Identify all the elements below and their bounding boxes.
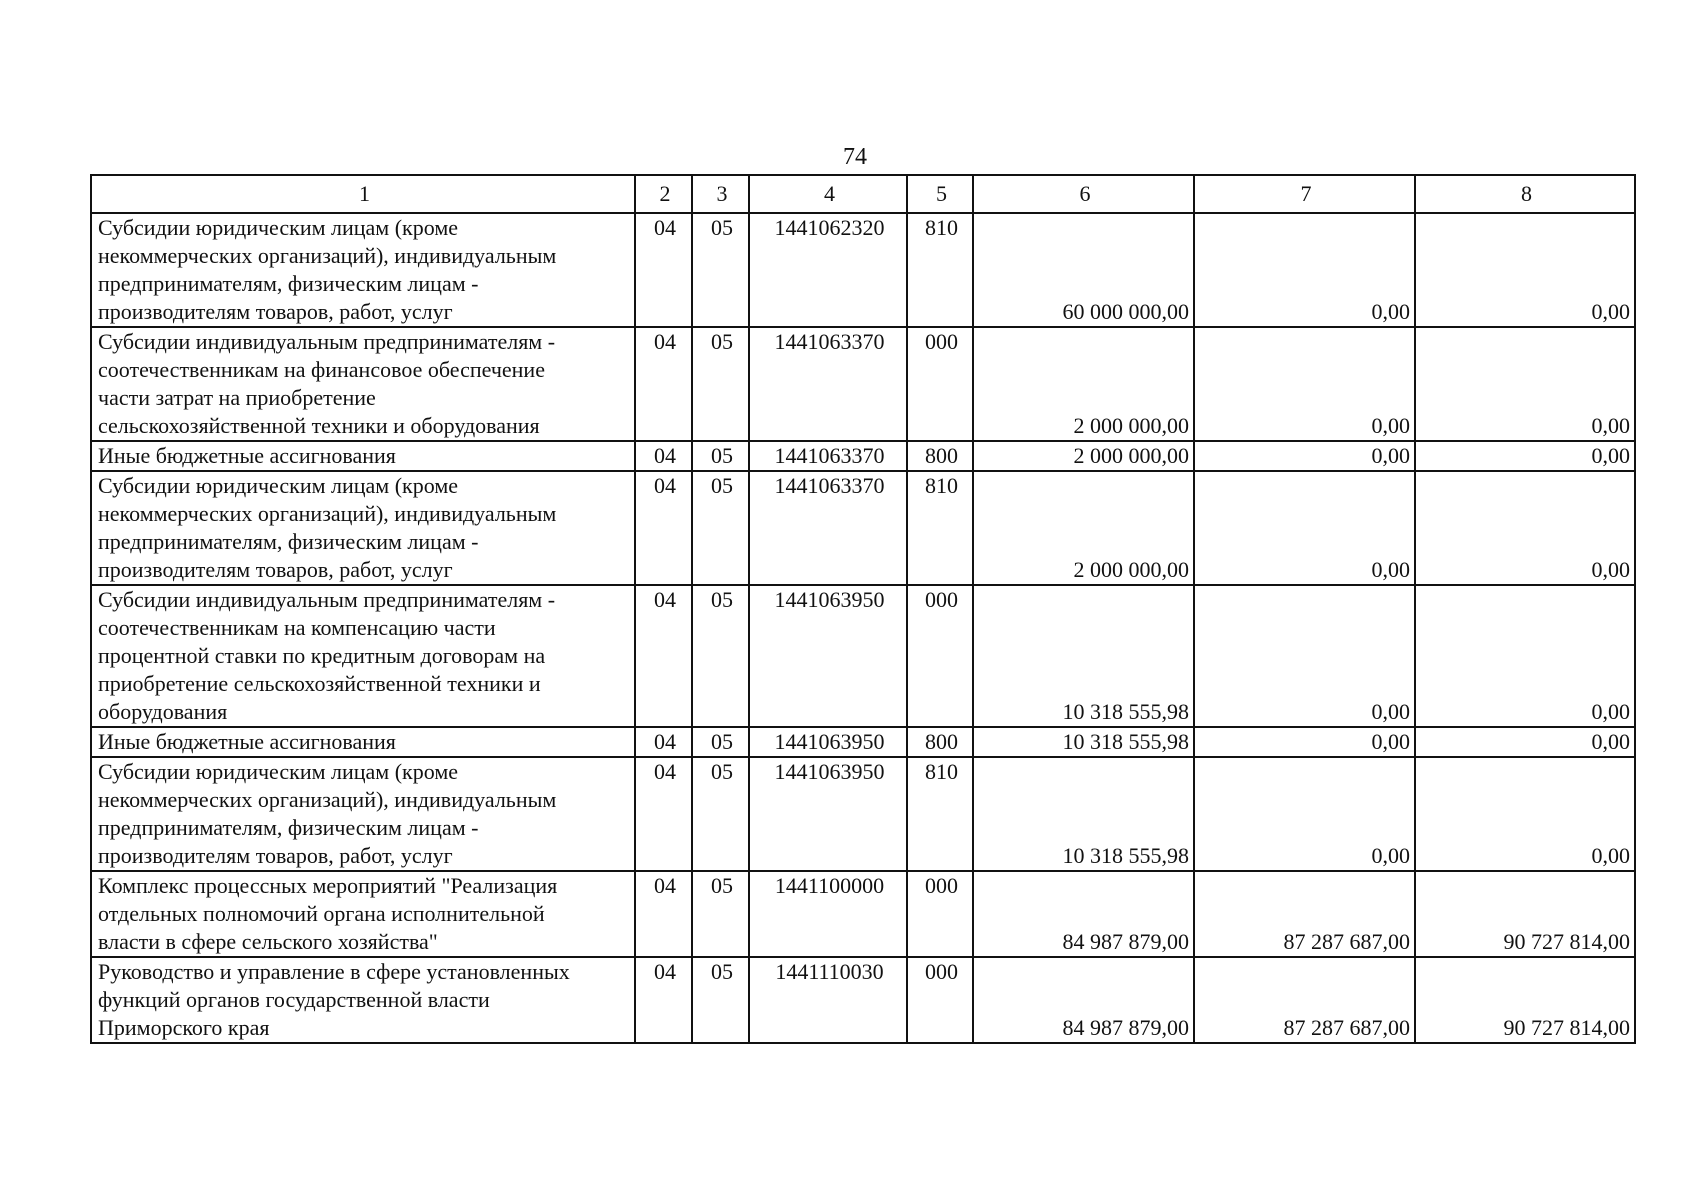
row-section: 04 bbox=[635, 871, 692, 957]
row-section: 04 bbox=[635, 327, 692, 441]
row-expense-type: 810 bbox=[907, 757, 973, 871]
row-amount-7: 0,00 bbox=[1194, 213, 1415, 327]
row-amount-6: 2 000 000,00 bbox=[973, 471, 1194, 585]
table-row bbox=[91, 757, 1635, 871]
row-subsection: 05 bbox=[692, 757, 749, 871]
header-col-4: 4 bbox=[749, 175, 907, 213]
row-amount-7: 0,00 bbox=[1194, 327, 1415, 441]
row-expense-type: 000 bbox=[907, 957, 973, 1043]
row-expense-type: 810 bbox=[907, 213, 973, 327]
header-col-7: 7 bbox=[1194, 175, 1415, 213]
row-amount-6: 10 318 555,98 bbox=[973, 585, 1194, 727]
row-section: 04 bbox=[635, 727, 692, 757]
row-amount-6: 10 318 555,98 bbox=[973, 757, 1194, 871]
row-subsection: 05 bbox=[692, 871, 749, 957]
row-name: Руководство и управление в сфере установленных функций органов государственной власти Приморского края bbox=[91, 957, 635, 1043]
header-col-8: 8 bbox=[1415, 175, 1635, 213]
row-amount-8: 0,00 bbox=[1415, 213, 1635, 327]
row-expense-type: 000 bbox=[907, 327, 973, 441]
row-name: Иные бюджетные ассигнования bbox=[91, 727, 635, 757]
row-target-code: 1441063950 bbox=[749, 585, 907, 727]
row-amount-6: 84 987 879,00 bbox=[973, 871, 1194, 957]
table-row bbox=[91, 871, 1635, 957]
page-number: 74 bbox=[843, 144, 867, 170]
table-row bbox=[91, 727, 1635, 757]
row-amount-8: 0,00 bbox=[1415, 585, 1635, 727]
row-section: 04 bbox=[635, 471, 692, 585]
row-name: Субсидии юридическим лицам (кроме некоммерческих организаций), индивидуальным предпринимателям, физическим лицам - производителям товаров, работ, услуг bbox=[91, 213, 635, 327]
row-subsection: 05 bbox=[692, 727, 749, 757]
row-amount-7: 87 287 687,00 bbox=[1194, 871, 1415, 957]
row-name: Иные бюджетные ассигнования bbox=[91, 441, 635, 471]
header-row bbox=[91, 175, 1635, 213]
row-name: Субсидии юридическим лицам (кроме некоммерческих организаций), индивидуальным предпринимателям, физическим лицам - производителям товаров, работ, услуг bbox=[91, 757, 635, 871]
row-amount-8: 0,00 bbox=[1415, 727, 1635, 757]
budget-table bbox=[90, 174, 1636, 1044]
row-name: Субсидии юридическим лицам (кроме некоммерческих организаций), индивидуальным предпринимателям, физическим лицам - производителям товаров, работ, услуг bbox=[91, 471, 635, 585]
row-target-code: 1441063950 bbox=[749, 757, 907, 871]
row-target-code: 1441063370 bbox=[749, 471, 907, 585]
table-row bbox=[91, 471, 1635, 585]
table-row bbox=[91, 327, 1635, 441]
row-subsection: 05 bbox=[692, 327, 749, 441]
row-subsection: 05 bbox=[692, 471, 749, 585]
row-subsection: 05 bbox=[692, 213, 749, 327]
row-target-code: 1441063370 bbox=[749, 327, 907, 441]
row-target-code: 1441063950 bbox=[749, 727, 907, 757]
row-amount-7: 0,00 bbox=[1194, 585, 1415, 727]
table-row bbox=[91, 585, 1635, 727]
row-target-code: 1441063370 bbox=[749, 441, 907, 471]
row-target-code: 1441110030 bbox=[749, 957, 907, 1043]
row-name: Комплекс процессных мероприятий "Реализация отдельных полномочий органа исполнительной власти в сфере сельского хозяйства" bbox=[91, 871, 635, 957]
row-subsection: 05 bbox=[692, 441, 749, 471]
row-name: Субсидии индивидуальным предпринимателям - соотечественникам на компенсацию части процентной ставки по кредитным договорам на приобретение сельскохозяйственной техники и оборудования bbox=[91, 585, 635, 727]
row-section: 04 bbox=[635, 585, 692, 727]
row-target-code: 1441100000 bbox=[749, 871, 907, 957]
row-subsection: 05 bbox=[692, 585, 749, 727]
row-name: Субсидии индивидуальным предпринимателям - соотечественникам на финансовое обеспечение части затрат на приобретение сельскохозяйственной техники и оборудования bbox=[91, 327, 635, 441]
row-amount-7: 0,00 bbox=[1194, 471, 1415, 585]
row-amount-6: 60 000 000,00 bbox=[973, 213, 1194, 327]
header-col-3: 3 bbox=[692, 175, 749, 213]
row-amount-6: 10 318 555,98 bbox=[973, 727, 1194, 757]
row-section: 04 bbox=[635, 757, 692, 871]
row-target-code: 1441062320 bbox=[749, 213, 907, 327]
row-amount-8: 0,00 bbox=[1415, 471, 1635, 585]
row-expense-type: 800 bbox=[907, 727, 973, 757]
header-col-1: 1 bbox=[91, 175, 635, 213]
row-amount-7: 0,00 bbox=[1194, 727, 1415, 757]
row-section: 04 bbox=[635, 957, 692, 1043]
row-amount-7: 0,00 bbox=[1194, 757, 1415, 871]
row-amount-7: 0,00 bbox=[1194, 441, 1415, 471]
row-amount-6: 84 987 879,00 bbox=[973, 957, 1194, 1043]
row-amount-8: 0,00 bbox=[1415, 327, 1635, 441]
row-section: 04 bbox=[635, 213, 692, 327]
row-amount-8: 90 727 814,00 bbox=[1415, 871, 1635, 957]
table-row bbox=[91, 957, 1635, 1043]
header-col-6: 6 bbox=[973, 175, 1194, 213]
row-amount-6: 2 000 000,00 bbox=[973, 327, 1194, 441]
table-row bbox=[91, 441, 1635, 471]
row-expense-type: 800 bbox=[907, 441, 973, 471]
row-amount-8: 0,00 bbox=[1415, 757, 1635, 871]
row-amount-8: 0,00 bbox=[1415, 441, 1635, 471]
row-section: 04 bbox=[635, 441, 692, 471]
row-subsection: 05 bbox=[692, 957, 749, 1043]
row-amount-6: 2 000 000,00 bbox=[973, 441, 1194, 471]
header-col-2: 2 bbox=[635, 175, 692, 213]
header-col-5: 5 bbox=[907, 175, 973, 213]
table-row bbox=[91, 213, 1635, 327]
row-amount-7: 87 287 687,00 bbox=[1194, 957, 1415, 1043]
row-expense-type: 000 bbox=[907, 871, 973, 957]
row-amount-8: 90 727 814,00 bbox=[1415, 957, 1635, 1043]
row-expense-type: 000 bbox=[907, 585, 973, 727]
row-expense-type: 810 bbox=[907, 471, 973, 585]
